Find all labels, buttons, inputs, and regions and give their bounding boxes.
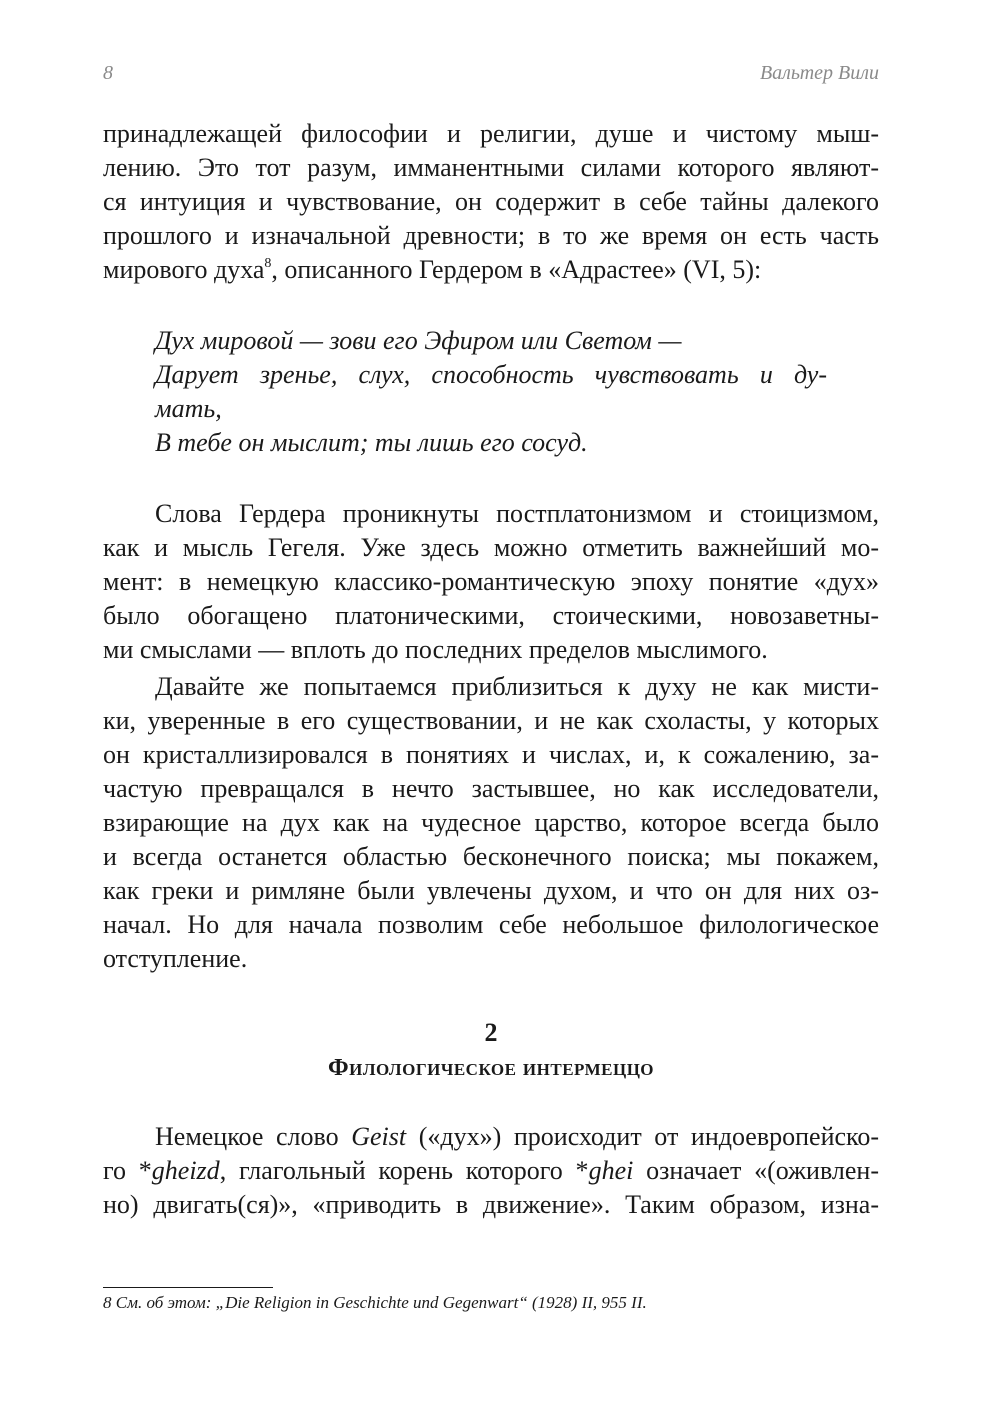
footnote-reference[interactable]: 8: [264, 256, 272, 271]
paragraph-3-line: он кристаллизировался в понятиях и числах, и, к сожалению, за-: [103, 740, 879, 769]
paragraph-3-line: как греки и римляне были увлечены духом, и что он для них оз-: [103, 876, 879, 905]
paragraph-1-text: , описанного Гердером в «Адрастее» (VI, 5):: [271, 255, 762, 284]
section-title: Филологическое интермеццо: [328, 1055, 654, 1081]
term-geist: Geist: [351, 1122, 407, 1151]
paragraph-4-text: означает «(оживлен-: [633, 1156, 879, 1185]
paragraph-3-line: взирающие на дух как на чудесное царство, которое всегда было: [103, 808, 879, 837]
paragraph-4-text: («дух») происходит от индоевропейско-: [406, 1122, 879, 1151]
paragraph-1-line: ся интуиция и чувствование, он содержит в себе тайны далекого: [103, 187, 879, 216]
verse-line: В тебе он мыслит; ты лишь его сосуд.: [155, 428, 588, 457]
paragraph-2-line: ми смыслами — вплоть до последних пределов мыслимого.: [103, 635, 768, 664]
paragraph-1-line: прошлого и изначальной древности; в то же время он есть часть: [103, 221, 879, 250]
term-gheizd: gheizd: [151, 1156, 220, 1185]
paragraph-4-text: , глагольный корень которого *: [219, 1156, 589, 1185]
paragraph-4-line: [103, 1154, 879, 1188]
running-head-author: Вальтер Вили: [759, 62, 879, 84]
page-number: 8: [103, 62, 113, 84]
paragraph-4-line: [155, 1120, 879, 1154]
paragraph-4-line: но) двигать(ся)», «приводить в движение». Таким образом, изна-: [103, 1190, 879, 1219]
paragraph-3-line: начал. Но для начала позволим себе небольшое филологическое: [103, 910, 879, 939]
paragraph-1-line-with-footnote-ref: [103, 253, 879, 287]
term-ghei: ghei: [588, 1156, 634, 1185]
verse-line: Дарует зренье, слух, способность чувствовать и ду-: [155, 360, 827, 389]
paragraph-2-line: было обогащено платоническими, стоическими, новозаветны-: [103, 601, 879, 630]
paragraph-3-line: ки, уверенные в его существовании, и не как схоласты, у которых: [103, 706, 879, 735]
paragraph-3-line: частую превращался в нечто застывшее, но как исследователи,: [103, 774, 879, 803]
paragraph-4-text: Немецкое слово: [155, 1122, 352, 1151]
paragraph-3-line: отступление.: [103, 944, 248, 973]
verse-line: Дух мировой — зови его Эфиром или Светом —: [155, 326, 682, 355]
section-number: 2: [484, 1018, 498, 1047]
paragraph-2-line: мент: в немецкую классико-романтическую эпоху понятие «дух»: [103, 567, 879, 596]
paragraph-2-line: как и мысль Гегеля. Уже здесь можно отметить важнейший мо-: [103, 533, 879, 562]
paragraph-3-line: Давайте же попытаемся приблизиться к духу не как мисти-: [155, 672, 879, 701]
footnote-divider: [103, 1287, 273, 1288]
paragraph-1-line: лению. Это тот разум, имманентными силами которого являют-: [103, 153, 879, 182]
paragraph-2-line: Слова Гердера проникнуты постплатонизмом и стоицизмом,: [155, 499, 879, 528]
verse-line: мать,: [155, 394, 222, 423]
paragraph-1-line: принадлежащей философии и религии, душе и чистому мыш-: [103, 119, 879, 148]
footnote-text: 8 См. об этом: „Die Religion in Geschichte und Gegenwart“ (1928) II, 955 II.: [103, 1293, 647, 1312]
paragraph-1-text: мирового духа: [103, 255, 265, 284]
running-head: [103, 62, 879, 90]
paragraph-3-line: и всегда останется областью бесконечного поиска; мы покажем,: [103, 842, 879, 871]
paragraph-4-text: го *: [103, 1156, 152, 1185]
